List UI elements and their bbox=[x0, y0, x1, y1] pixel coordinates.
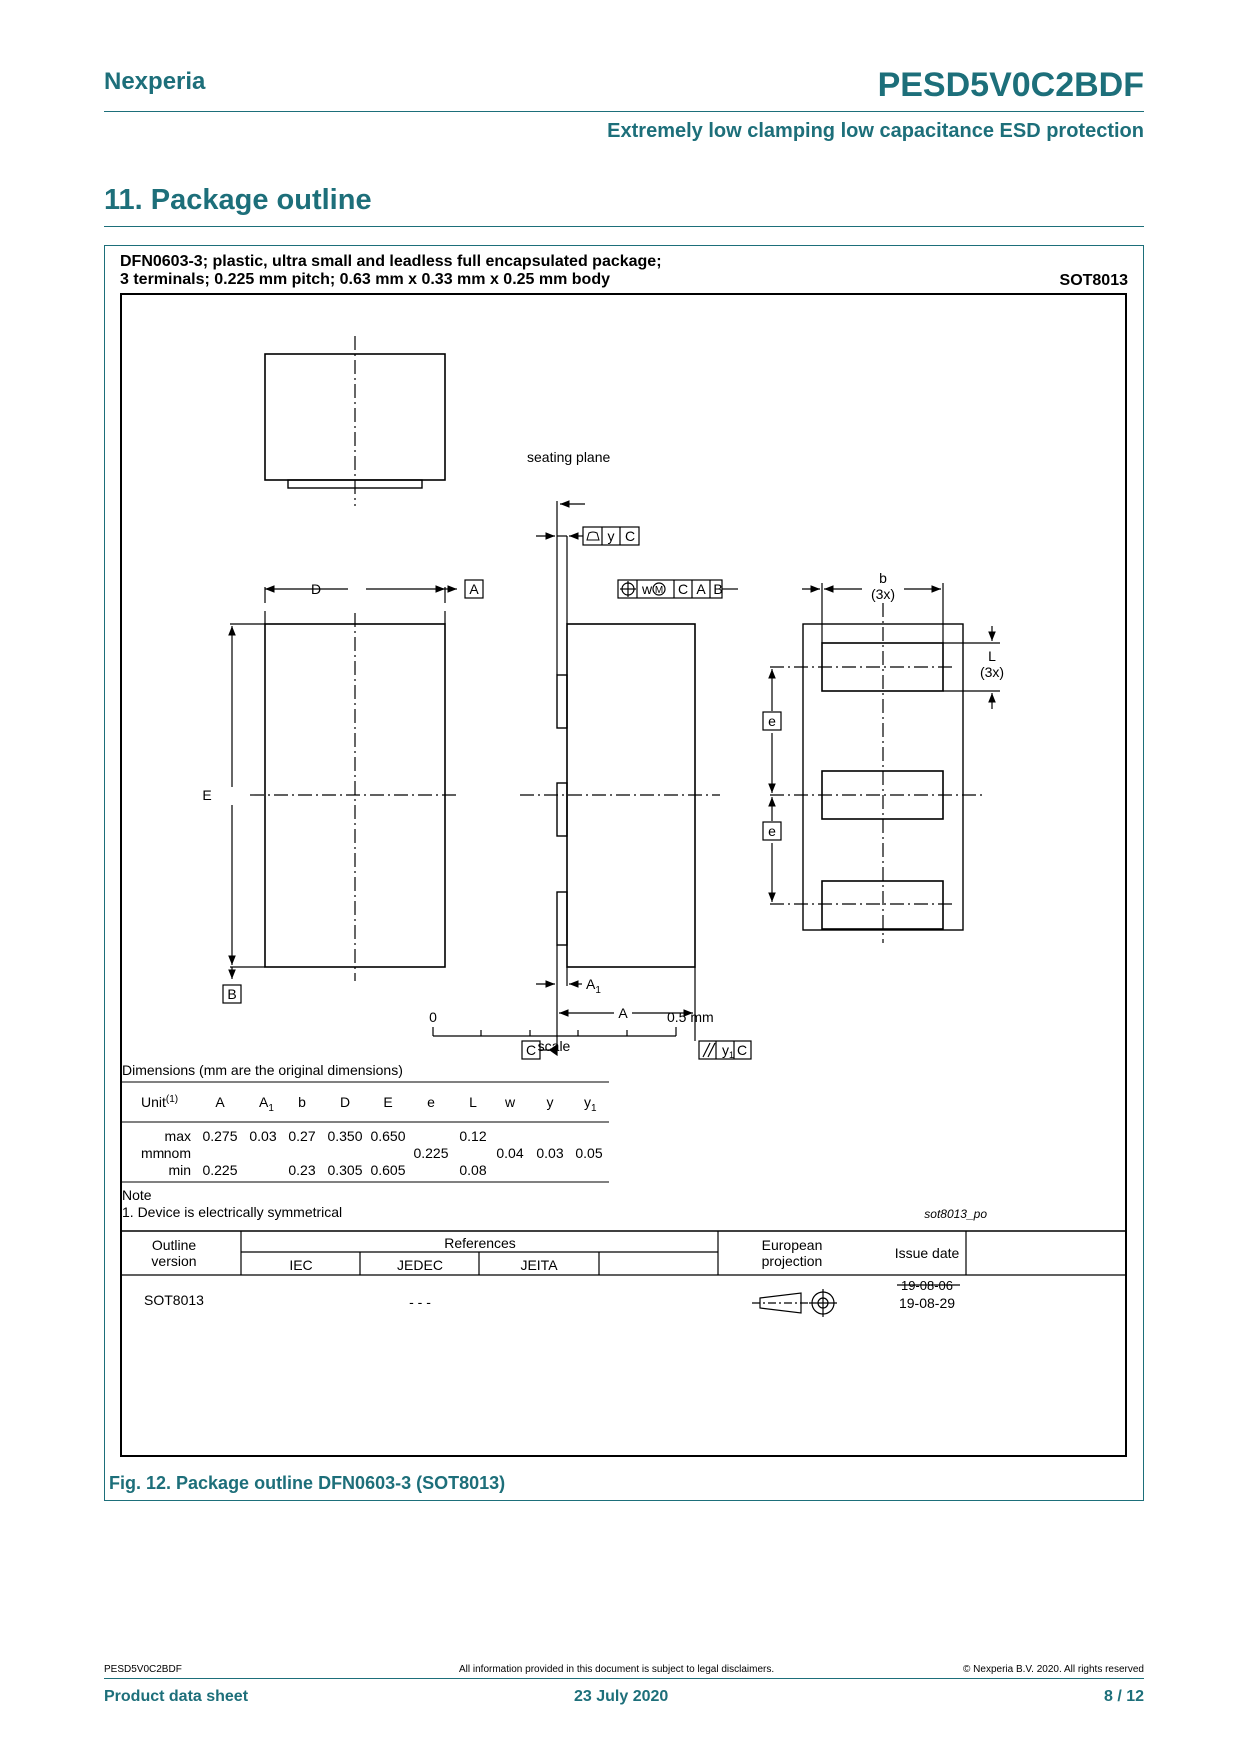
european-projection-l1: European bbox=[761, 1237, 823, 1253]
seating-plane-label: seating plane bbox=[527, 449, 611, 465]
package-description-line1: DFN0603-3; plastic, ultra small and leadless full encapsulated package; bbox=[120, 253, 662, 270]
label-E: E bbox=[202, 787, 212, 803]
jedec-header: JEDEC bbox=[397, 1257, 443, 1273]
issue-date-old: 19-08-06 bbox=[900, 1278, 954, 1293]
col-b: b bbox=[298, 1094, 306, 1110]
max-b: 0.27 bbox=[288, 1128, 316, 1144]
min-b: 0.23 bbox=[288, 1162, 316, 1178]
label-A-ref: A bbox=[696, 581, 706, 597]
scale-end: 0.5 mm bbox=[667, 1009, 714, 1025]
package-code: SOT8013 bbox=[1059, 272, 1128, 289]
col-y: y bbox=[546, 1094, 554, 1110]
col-y1: $y_1$ bbox=[584, 1094, 597, 1114]
max-E: 0.650 bbox=[370, 1128, 406, 1144]
label-C-ref-par: C bbox=[736, 1042, 748, 1058]
footer-doc-type: Product data sheet bbox=[104, 1688, 249, 1705]
section-rule bbox=[104, 226, 1144, 227]
product-title: PESD5V0C2BDF bbox=[877, 66, 1144, 104]
dimensions-title: Dimensions (mm are the original dimensions) bbox=[122, 1062, 403, 1078]
note-1: 1. Device is electrically symmetrical bbox=[122, 1204, 343, 1220]
iec-header: IEC bbox=[289, 1257, 313, 1273]
scale-start: 0 bbox=[429, 1009, 437, 1025]
datum-A-label: A bbox=[469, 581, 479, 597]
row-nom-label: nom bbox=[163, 1145, 191, 1161]
header-rule bbox=[104, 111, 1144, 112]
nom-y1: 0.05 bbox=[575, 1145, 603, 1161]
col-L: L bbox=[469, 1094, 477, 1110]
label-y1: $y_1$ bbox=[722, 1042, 735, 1060]
figure-caption: Fig. 12. Package outline DFN0603-3 (SOT8013) bbox=[109, 1473, 506, 1493]
min-E: 0.605 bbox=[370, 1162, 406, 1178]
drawing-id: sot8013_po bbox=[924, 1207, 987, 1221]
label-b: b bbox=[879, 570, 887, 586]
label-e-1: e bbox=[768, 713, 776, 729]
col-w: w bbox=[504, 1094, 516, 1110]
col-D: D bbox=[339, 1094, 351, 1110]
col-E: E bbox=[383, 1094, 393, 1110]
outline-version-l2: version bbox=[151, 1253, 197, 1269]
product-subtitle: Extremely low clamping low capacitance ESD protection bbox=[607, 120, 1144, 142]
row-max-label: max bbox=[164, 1128, 191, 1144]
min-A: 0.225 bbox=[202, 1162, 238, 1178]
nom-e: 0.225 bbox=[413, 1145, 449, 1161]
outline-version-l1: Outline bbox=[151, 1237, 197, 1253]
min-L: 0.08 bbox=[459, 1162, 487, 1178]
issue-date-header: Issue date bbox=[894, 1245, 960, 1261]
label-C-ref: C bbox=[624, 528, 636, 544]
label-D: D bbox=[310, 581, 322, 597]
col-e: e bbox=[427, 1094, 435, 1110]
label-A1: $A_1$ bbox=[586, 976, 601, 996]
footer-copyright: © Nexperia B.V. 2020. All rights reserved bbox=[963, 1664, 1144, 1675]
package-description-line2: 3 terminals; 0.225 mm pitch; 0.63 mm x 0.33 mm x 0.25 mm body bbox=[120, 271, 610, 288]
brand-name: Nexperia bbox=[104, 68, 206, 95]
european-projection-l2: projection bbox=[761, 1253, 823, 1269]
row-min-label: min bbox=[168, 1162, 191, 1178]
package-outline-drawing bbox=[120, 293, 1127, 1457]
unit-header: Unit$^{(1)}$ bbox=[141, 1094, 179, 1110]
note-title: Note bbox=[122, 1187, 152, 1203]
datum-B-label: B bbox=[227, 986, 237, 1002]
footer-page-number: 8 / 12 bbox=[1103, 1688, 1144, 1705]
nom-y: 0.03 bbox=[536, 1145, 564, 1161]
nom-w: 0.04 bbox=[496, 1145, 524, 1161]
max-L: 0.12 bbox=[459, 1128, 487, 1144]
references-header: References bbox=[444, 1235, 516, 1251]
col-A: A bbox=[215, 1094, 225, 1110]
scale-label: scale bbox=[537, 1038, 571, 1054]
issue-date-new: 19-08-29 bbox=[898, 1295, 956, 1311]
label-C-ref-pos: C bbox=[677, 581, 689, 597]
label-A: A bbox=[618, 1005, 628, 1021]
label-w: w bbox=[641, 581, 653, 597]
col-A1: $A_1$ bbox=[259, 1094, 274, 1114]
footer-doc-id: PESD5V0C2BDF bbox=[104, 1664, 182, 1675]
max-D: 0.350 bbox=[327, 1128, 363, 1144]
max-A1: 0.03 bbox=[249, 1128, 277, 1144]
jeita-header: JEITA bbox=[520, 1257, 558, 1273]
label-y: y bbox=[607, 528, 615, 544]
label-e-2: e bbox=[768, 823, 776, 839]
section-title: 11. Package outline bbox=[104, 184, 372, 216]
unit-mm: mm bbox=[141, 1145, 165, 1161]
footer-date: 23 July 2020 bbox=[574, 1688, 669, 1705]
datum-C-label: C bbox=[525, 1042, 537, 1058]
label-b-count: (3x) bbox=[870, 586, 896, 602]
min-D: 0.305 bbox=[327, 1162, 363, 1178]
jedec-value: - - - bbox=[409, 1294, 431, 1310]
outline-version-value: SOT8013 bbox=[144, 1292, 204, 1308]
max-A: 0.275 bbox=[202, 1128, 238, 1144]
footer-disclaimer: All information provided in this document is subject to legal disclaimers. bbox=[459, 1664, 775, 1675]
label-M: M bbox=[654, 585, 664, 596]
label-L: L bbox=[988, 648, 996, 664]
label-B-ref: B bbox=[713, 581, 723, 597]
label-L-count: (3x) bbox=[979, 664, 1005, 680]
footer-rule bbox=[104, 1678, 1144, 1679]
